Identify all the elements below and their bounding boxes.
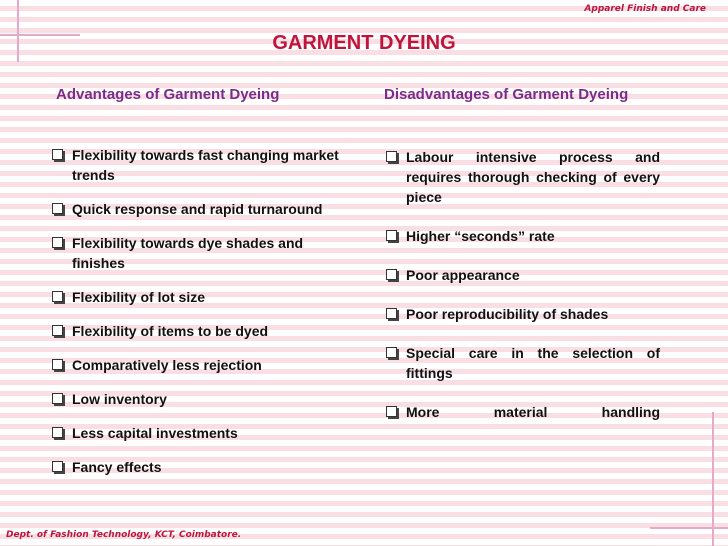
checkbox-bullet-icon [52, 237, 63, 248]
checkbox-bullet-icon [52, 427, 63, 438]
list-item-text: Quick response and rapid turnaround [72, 201, 323, 217]
decor-line-bottom-right-vertical [712, 412, 714, 546]
list-item-text: Poor appearance [406, 267, 520, 283]
list-item-text: Higher “seconds” rate [406, 228, 555, 244]
slide-header: Apparel Finish and Care [584, 4, 706, 14]
disadvantages-list [384, 147, 660, 441]
decor-line-bottom-right-horizontal [650, 527, 728, 529]
list-item [384, 402, 660, 422]
list-item [50, 389, 340, 409]
list-item-text: Flexibility towards fast changing market trends [72, 147, 339, 183]
list-item-text: Flexibility towards dye shades and finishes [72, 235, 304, 271]
checkbox-bullet-icon [52, 149, 63, 160]
list-item-text: More material handling [406, 404, 660, 420]
advantages-list [50, 145, 340, 491]
list-item [384, 265, 660, 285]
list-item [50, 457, 340, 477]
list-item [384, 226, 660, 246]
list-item [384, 147, 660, 207]
list-item [384, 304, 660, 324]
checkbox-bullet-icon [386, 347, 397, 358]
checkbox-bullet-icon [52, 393, 63, 404]
list-item-text: Comparatively less rejection [72, 357, 262, 373]
list-item-text: Flexibility of lot size [72, 289, 206, 305]
list-item-text: Flexibility of items to be dyed [72, 323, 269, 339]
list-item [50, 199, 340, 219]
disadvantages-heading: Disadvantages of Garment Dyeing [384, 86, 629, 103]
page-title: GARMENT DYEING [272, 32, 456, 54]
checkbox-bullet-icon [52, 461, 63, 472]
list-item-text: Poor reproducibility of shades [406, 306, 609, 322]
checkbox-bullet-icon [52, 325, 63, 336]
checkbox-bullet-icon [386, 269, 397, 280]
slide-footer: Dept. of Fashion Technology, KCT, Coimbatore. [6, 530, 242, 540]
checkbox-bullet-icon [386, 230, 397, 241]
checkbox-bullet-icon [52, 203, 63, 214]
list-item [50, 287, 340, 307]
list-item-text: Less capital investments [72, 425, 238, 441]
list-item [50, 145, 340, 185]
list-item-text: Low inventory [72, 391, 167, 407]
advantages-heading: Advantages of Garment Dyeing [56, 86, 280, 103]
checkbox-bullet-icon [52, 359, 63, 370]
checkbox-bullet-icon [52, 291, 63, 302]
checkbox-bullet-icon [386, 308, 397, 319]
list-item-text: Special care in the selection of fittings [406, 345, 660, 381]
checkbox-bullet-icon [386, 151, 397, 162]
list-item [50, 355, 340, 375]
list-item-text: Labour intensive process and requires thorough checking of every piece [406, 149, 660, 205]
list-item [50, 233, 340, 273]
list-item [384, 343, 660, 383]
checkbox-bullet-icon [386, 406, 397, 417]
list-item-text: Fancy effects [72, 459, 162, 475]
list-item [50, 321, 340, 341]
list-item [50, 423, 340, 443]
